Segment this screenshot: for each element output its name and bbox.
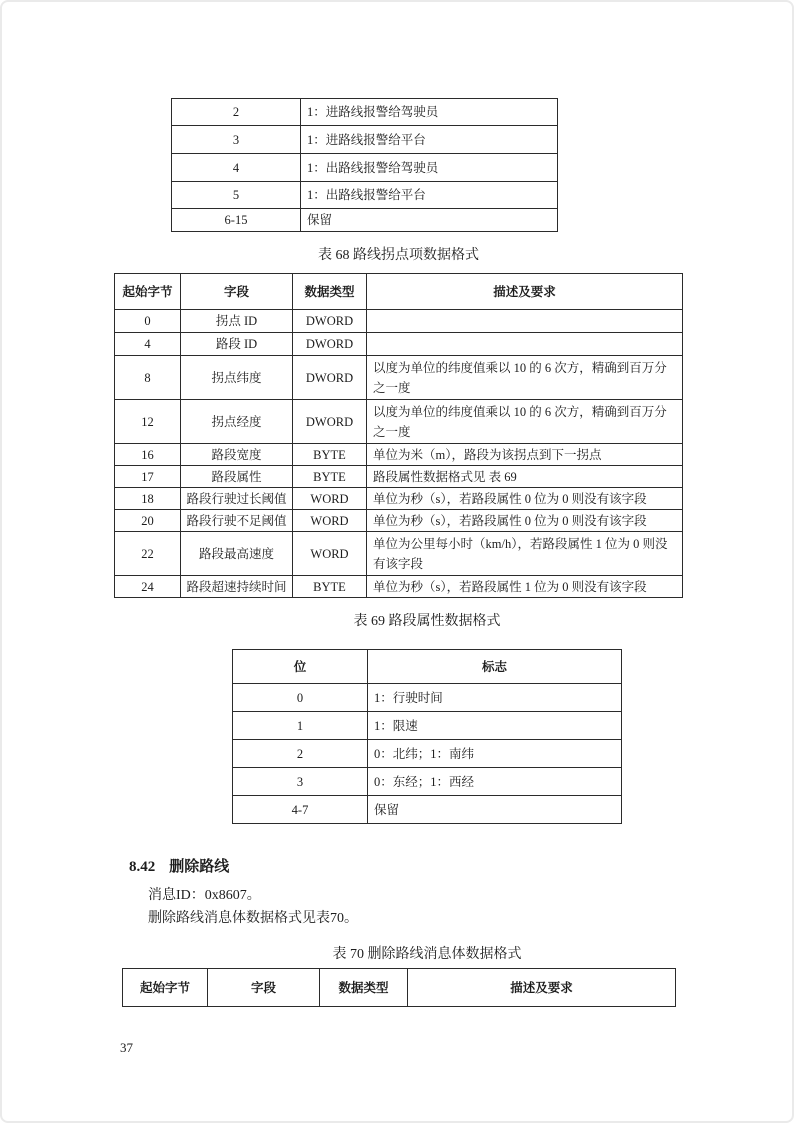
field-cell: 路段超速持续时间 (181, 576, 293, 598)
table-69-title: 表 69 路段属性数据格式 (353, 614, 501, 629)
table-row (233, 712, 622, 740)
data-type-cell: BYTE (293, 576, 367, 598)
table-row (233, 740, 622, 768)
description-cell: 单位为公里每小时（km/h），若路段属性 1 位为 0 则没有该字段 (367, 532, 683, 576)
bit-cell: 5 (172, 182, 301, 209)
field-cell: 路段行驶不足阈值 (181, 510, 293, 532)
data-type-cell: BYTE (293, 444, 367, 466)
table-row (172, 209, 558, 232)
message-body-ref-line: 删除路线消息体数据格式见表70。 (148, 911, 358, 926)
page-number: 37 (120, 1040, 133, 1055)
table-68-title: 表 68 路线拐点项数据格式 (318, 248, 479, 263)
field-cell: 路段宽度 (181, 444, 293, 466)
flag-cell: 0：东经；1：西经 (368, 768, 622, 796)
description-cell: 以度为单位的纬度值乘以 10 的 6 次方，精确到百万分之一度 (367, 400, 683, 444)
table-row (172, 154, 558, 182)
flag-cell: 保留 (368, 796, 622, 824)
field-cell: 路段 ID (181, 333, 293, 356)
flag-cell: 保留 (301, 209, 558, 232)
table-row (233, 684, 622, 712)
field-cell: 路段最高速度 (181, 532, 293, 576)
table-70 (122, 968, 676, 1007)
table-row (115, 466, 683, 488)
start-byte-cell: 4 (115, 333, 181, 356)
description-cell: 单位为米（m），路段为该拐点到下一拐点 (367, 444, 683, 466)
section-heading (129, 855, 229, 876)
section-number: 8.42 (129, 859, 156, 875)
table-row (233, 768, 622, 796)
start-byte-cell: 18 (115, 488, 181, 510)
table-row (115, 356, 683, 400)
table-row (115, 444, 683, 466)
description-cell: 以度为单位的纬度值乘以 10 的 6 次方，精确到百万分之一度 (367, 356, 683, 400)
bit-cell: 3 (172, 126, 301, 154)
field-cell: 拐点经度 (181, 400, 293, 444)
field-cell: 路段行驶过长阈值 (181, 488, 293, 510)
header-data-type: 数据类型 (320, 969, 408, 1007)
data-type-cell: BYTE (293, 466, 367, 488)
table-row (115, 532, 683, 576)
flag-cell: 0：北纬；1：南纬 (368, 740, 622, 768)
header-start-byte: 起始字节 (123, 969, 208, 1007)
header-start-byte: 起始字节 (115, 274, 181, 310)
description-cell: 单位为秒（s），若路段属性 1 位为 0 则没有该字段 (367, 576, 683, 598)
bit-cell: 2 (233, 740, 368, 768)
table-row (115, 576, 683, 598)
start-byte-cell: 22 (115, 532, 181, 576)
route-alarm-flag-table (171, 98, 558, 232)
bit-cell: 1 (233, 712, 368, 740)
table-row (172, 126, 558, 154)
description-cell (367, 310, 683, 333)
start-byte-cell: 8 (115, 356, 181, 400)
data-type-cell: WORD (293, 510, 367, 532)
start-byte-cell: 20 (115, 510, 181, 532)
flag-cell: 1：行驶时间 (368, 684, 622, 712)
description-cell: 路段属性数据格式见 表 69 (367, 466, 683, 488)
table-header-row (115, 274, 683, 310)
data-type-cell: DWORD (293, 356, 367, 400)
flag-cell: 1：进路线报警给驾驶员 (301, 99, 558, 126)
table-70-title: 表 70 删除路线消息体数据格式 (332, 947, 522, 962)
start-byte-cell: 17 (115, 466, 181, 488)
table-header-row (123, 969, 676, 1007)
start-byte-cell: 24 (115, 576, 181, 598)
table-69 (232, 649, 622, 824)
flag-cell: 1：出路线报警给平台 (301, 182, 558, 209)
table-row (172, 99, 558, 126)
header-bit: 位 (233, 650, 368, 684)
header-description: 描述及要求 (408, 969, 676, 1007)
description-cell (367, 333, 683, 356)
field-cell: 路段属性 (181, 466, 293, 488)
bit-cell: 3 (233, 768, 368, 796)
flag-cell: 1：限速 (368, 712, 622, 740)
flag-cell: 1：进路线报警给平台 (301, 126, 558, 154)
field-cell: 拐点 ID (181, 310, 293, 333)
table-row (233, 796, 622, 824)
bit-cell: 4 (172, 154, 301, 182)
bit-cell: 6-15 (172, 209, 301, 232)
field-cell: 拐点纬度 (181, 356, 293, 400)
bit-cell: 2 (172, 99, 301, 126)
start-byte-cell: 0 (115, 310, 181, 333)
data-type-cell: DWORD (293, 310, 367, 333)
table-row (115, 488, 683, 510)
data-type-cell: DWORD (293, 400, 367, 444)
header-description: 描述及要求 (367, 274, 683, 310)
table-header-row (233, 650, 622, 684)
data-type-cell: WORD (293, 532, 367, 576)
data-type-cell: DWORD (293, 333, 367, 356)
start-byte-cell: 16 (115, 444, 181, 466)
table-68 (114, 273, 683, 598)
flag-cell: 1：出路线报警给驾驶员 (301, 154, 558, 182)
description-cell: 单位为秒（s），若路段属性 0 位为 0 则没有该字段 (367, 510, 683, 532)
header-field: 字段 (208, 969, 320, 1007)
table-row (115, 310, 683, 333)
section-title: 删除路线 (169, 859, 230, 875)
header-field: 字段 (181, 274, 293, 310)
table-row (115, 510, 683, 532)
table-row (115, 333, 683, 356)
message-id-line: 消息ID：0x8607。 (148, 888, 261, 903)
table-row (115, 400, 683, 444)
header-flag: 标志 (368, 650, 622, 684)
table-row (172, 182, 558, 209)
bit-cell: 0 (233, 684, 368, 712)
description-cell: 单位为秒（s），若路段属性 0 位为 0 则没有该字段 (367, 488, 683, 510)
bit-cell: 4-7 (233, 796, 368, 824)
header-data-type: 数据类型 (293, 274, 367, 310)
data-type-cell: WORD (293, 488, 367, 510)
start-byte-cell: 12 (115, 400, 181, 444)
